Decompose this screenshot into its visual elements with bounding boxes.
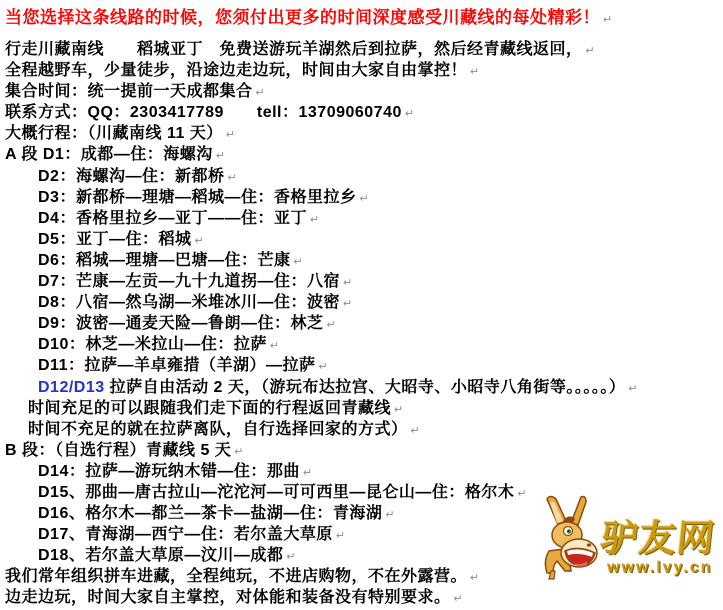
- document-line: [5, 209, 723, 230]
- document-line: [5, 420, 723, 441]
- paragraph-mark-icon: ↵: [342, 277, 353, 290]
- line-text: 大概行程：（川藏南线 11 天）: [5, 125, 223, 143]
- line-text: D18、若尔盖大草原—汶川—成都: [38, 547, 284, 565]
- paragraph-mark-icon: ↵: [470, 66, 480, 79]
- document-line: [5, 588, 723, 609]
- line-text: 我们常年组织拼车进藏，全程纯玩，不进店购物，不在外露营。: [5, 568, 468, 586]
- line-text: D4：香格里拉乡—亚丁——住：亚丁: [38, 209, 307, 227]
- paragraph-mark-icon: ↵: [302, 466, 313, 479]
- paragraph-mark-icon: ↵: [359, 192, 370, 205]
- line-text: D11：拉萨—羊卓雍措（羊湖）—拉萨: [38, 357, 316, 375]
- document-line: [5, 61, 723, 82]
- paragraph-mark-icon: ↵: [385, 509, 396, 522]
- document-line: [5, 378, 723, 399]
- document-line: [5, 272, 723, 293]
- line-text: D6：稻城—理塘—巴塘—住：芒康: [38, 251, 291, 269]
- paragraph-mark-icon: ↵: [227, 171, 238, 184]
- line-text: D3：新都桥—理塘—稻城—住：香格里拉乡: [38, 188, 357, 206]
- line-text: 时间充足的可以跟随我们走下面的行程返回青藏线: [28, 399, 392, 417]
- site-url: www.lvy.cn: [607, 559, 713, 576]
- paragraph-mark-icon: ↵: [225, 129, 236, 142]
- line-text: 行走川藏南线 稻城亚丁 免费送游玩羊湖然后到拉萨，然后经青藏线返回，: [5, 41, 583, 58]
- line-text: D16、格尔木—都兰—茶卡—盐湖—住：青海湖: [38, 505, 383, 523]
- line-text: B 段：（自选行程）青藏线 5 天: [5, 441, 232, 459]
- paragraph-mark-icon: ↵: [410, 424, 421, 437]
- line-text: D10：林芝—米拉山—住：拉萨: [38, 336, 267, 354]
- document-line: [5, 251, 723, 272]
- paragraph-mark-icon: ↵: [309, 213, 320, 226]
- line-text: 边走边玩，时间大家自主掌控，对体能和装备没有特别要求。: [5, 589, 451, 607]
- document-line: [5, 82, 723, 103]
- document-line: [5, 230, 723, 251]
- line-text: 时间不充足的就在拉萨离队，自行选择回家的方式）: [28, 420, 408, 438]
- paragraph-mark-icon: ↵: [453, 593, 464, 606]
- paragraph-mark-icon: ↵: [342, 298, 353, 311]
- line-text: A 段 D1：成都—住：海螺沟: [5, 146, 213, 164]
- document-line: [5, 314, 723, 335]
- document-line: [5, 167, 723, 188]
- paragraph-mark-icon: ↵: [326, 319, 337, 332]
- line-text: 拉萨自由活动 2 天，（游玩布达拉宫、大昭寺、小昭寺八角街等。。。。。）: [104, 378, 626, 396]
- document-line: [5, 103, 723, 124]
- line-text: 全程越野车，少量徒步，沿途边走边玩，时间由大家自由掌控！: [5, 62, 468, 80]
- document-line: [5, 335, 723, 356]
- site-watermark: [537, 491, 719, 581]
- line-text: D2：海螺沟—住：新都桥: [38, 167, 225, 185]
- paragraph-mark-icon: ↵: [628, 382, 639, 395]
- line-text: D9：波密—通麦天险—鲁朗—住：林芝: [38, 315, 324, 333]
- line-text: 联系方式：QQ：2303417789 tell：13709060740: [5, 104, 402, 122]
- line-text: D5：亚丁—住：稻城: [38, 230, 192, 248]
- site-name: 驴友网: [598, 518, 718, 559]
- paragraph-mark-icon: ↵: [293, 255, 304, 268]
- line-text: D15、那曲—唐古拉山—沱沱河—可可西里—昆仑山—住：格尔木: [38, 483, 515, 501]
- document-line: [5, 462, 723, 483]
- paragraph-mark-icon: ↵: [335, 530, 346, 543]
- line-text: D8：八宿—然乌湖—米堆冰川—住：波密: [38, 294, 340, 312]
- paragraph-mark-icon: ↵: [470, 572, 480, 585]
- line-text: D7：芒康—左贡—九十九道拐—住：八宿: [38, 273, 340, 291]
- document-line: [5, 188, 723, 209]
- paragraph-mark-icon: ↵: [269, 340, 280, 353]
- paragraph-mark-icon: ↵: [585, 45, 596, 57]
- document-line: [5, 356, 723, 377]
- line-text: 集合时间：统一提前一天成都集合: [5, 83, 253, 101]
- paragraph-mark-icon: ↵: [394, 403, 404, 416]
- paragraph-mark-icon: ↵: [404, 108, 415, 121]
- paragraph-mark-icon: ↵: [517, 487, 528, 500]
- document-line: [5, 40, 723, 61]
- title-text: 当您选择这条线路的时候，您须付出更多的时间深度感受川藏线的每处精彩！: [5, 8, 600, 27]
- paragraph-mark-icon: ↵: [255, 87, 266, 100]
- paragraph-mark-icon: ↵: [286, 551, 297, 564]
- line-text: D14：拉萨—游玩纳木错—住：那曲: [38, 462, 300, 480]
- watermark-text: [598, 518, 718, 581]
- document-line: [5, 124, 723, 145]
- donkey-icon: [537, 493, 601, 581]
- document-line: [5, 399, 723, 420]
- paragraph-mark-icon: ↵: [603, 14, 613, 26]
- paragraph-mark-icon: ↵: [318, 361, 329, 374]
- paragraph-mark-icon: ↵: [234, 445, 245, 458]
- document-line: [5, 293, 723, 314]
- paragraph-mark-icon: ↵: [194, 234, 205, 247]
- document-line: [5, 145, 723, 166]
- document-line: [5, 441, 723, 462]
- paragraph-mark-icon: ↵: [215, 150, 226, 163]
- line-text: D17、青海湖—西宁—住：若尔盖大草原: [38, 526, 333, 544]
- document-title: [5, 6, 723, 32]
- day-label: D12/D13: [38, 378, 105, 396]
